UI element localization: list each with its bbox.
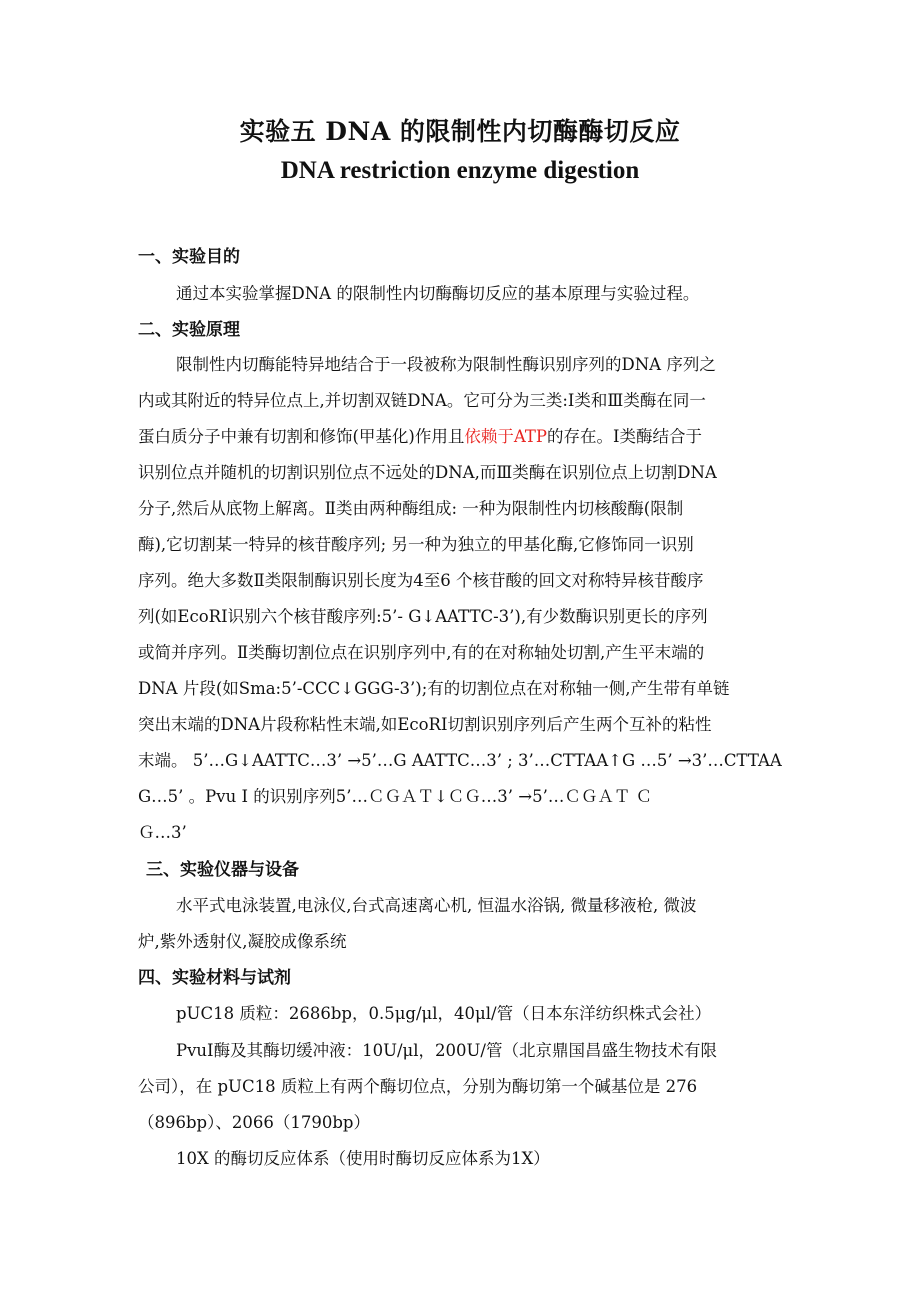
materials-line: 10X 的酶切反应体系（使用时酶切反应体系为1X） (176, 1149, 550, 1168)
principle-line: 分子,然后从底物上解离。Ⅱ类由两种酶组成: 一种为限制性内切核酸酶(限制 (138, 499, 684, 518)
section-heading-principle: 二、实验原理 (138, 320, 240, 340)
principle-line: 识别位点并随机的切割识别位点不远处的DNA,而Ⅲ类酶在识别位点上切割DNA (138, 463, 717, 482)
principle-line: 末端。 5’…G↓AATTC…3’ →5’…G AATTC…3’ ; 3’…CTTAA↑G …5’ →3’…CTTAA (138, 751, 782, 770)
principle-text: 的存在。Ⅰ类酶结合于 (547, 427, 703, 446)
materials-line: 公司），在 pUC18 质粒上有两个酶切位点，分别为酶切第一个碱基位是 276 (138, 1077, 698, 1096)
principle-line: 突出末端的DNA片段称粘性末端,如EcoRⅠ切割识别序列后产生两个互补的粘性 (138, 715, 712, 734)
materials-line: PvuI酶及其酶切缓冲液：10U/μl，200U/管（北京鼎国昌盛生物技术有限 (176, 1041, 717, 1060)
principle-line: 内或其附近的特异位点上,并切割双链DNA。它可分为三类:Ⅰ类和Ⅲ类酶在同一 (138, 391, 706, 410)
materials-line: pUC18 质粒：2686bp，0.5μg/μl，40μl/管（日本东洋纺织株式会社） (176, 1004, 712, 1023)
atp-highlight: 依赖于ATP (464, 427, 547, 446)
principle-line-with-highlight (138, 425, 702, 449)
principle-line: 或简并序列。Ⅱ类酶切割位点在识别序列中,有的在对称轴处切割,产生平末端的 (138, 643, 705, 662)
principle-text: 蛋白质分子中兼有切割和修饰(甲基化)作用且 (138, 427, 465, 446)
document-title: 实验五 DNA 的限制性内切酶酶切反应 (239, 117, 681, 146)
principle-line: 酶),它切割某一特异的核苷酸序列; 另一种为独立的甲基化酶,它修饰同一识别 (138, 535, 694, 554)
principle-line: 限制性内切酶能特异地结合于一段被称为限制性酶识别序列的DNA 序列之 (176, 355, 716, 374)
equipment-line: 水平式电泳装置,电泳仪,台式高速离心机, 恒温水浴锅, 微量移液枪, 微波 (176, 896, 697, 915)
principle-line: 列(如EcoRⅠ识别六个核苷酸序列:5’- G↓AATTC-3’),有少数酶识别更长的序列 (138, 607, 708, 626)
principle-line: Ｇ…3’ (138, 823, 187, 842)
equipment-line: 炉,紫外透射仪,凝胶成像系统 (138, 932, 347, 951)
principle-line: G…5’ 。Pvu I 的识别序列5’…ＣＧＡＴ↓ＣＧ…3’ →5’…ＣＧＡＴ Ｃ (138, 787, 653, 806)
principle-line: 序列。绝大多数Ⅱ类限制酶识别长度为4至6 个核苷酸的回文对称特异核苷酸序 (138, 571, 704, 590)
section-heading-purpose: 一、实验目的 (138, 247, 240, 267)
document-subtitle: DNA restriction enzyme digestion (280, 157, 640, 184)
materials-line: （896bp）、2066（1790bp） (138, 1113, 370, 1132)
principle-line: DNA 片段(如Sma:5’-CCC↓GGG-3’);有的切割位点在对称轴一侧,产生带有单链 (138, 679, 730, 698)
purpose-text: 通过本实验掌握DNA 的限制性内切酶酶切反应的基本原理与实验过程。 (176, 284, 700, 303)
section-heading-equipment: 三、实验仪器与设备 (146, 860, 299, 880)
section-heading-materials: 四、实验材料与试剂 (138, 968, 291, 988)
